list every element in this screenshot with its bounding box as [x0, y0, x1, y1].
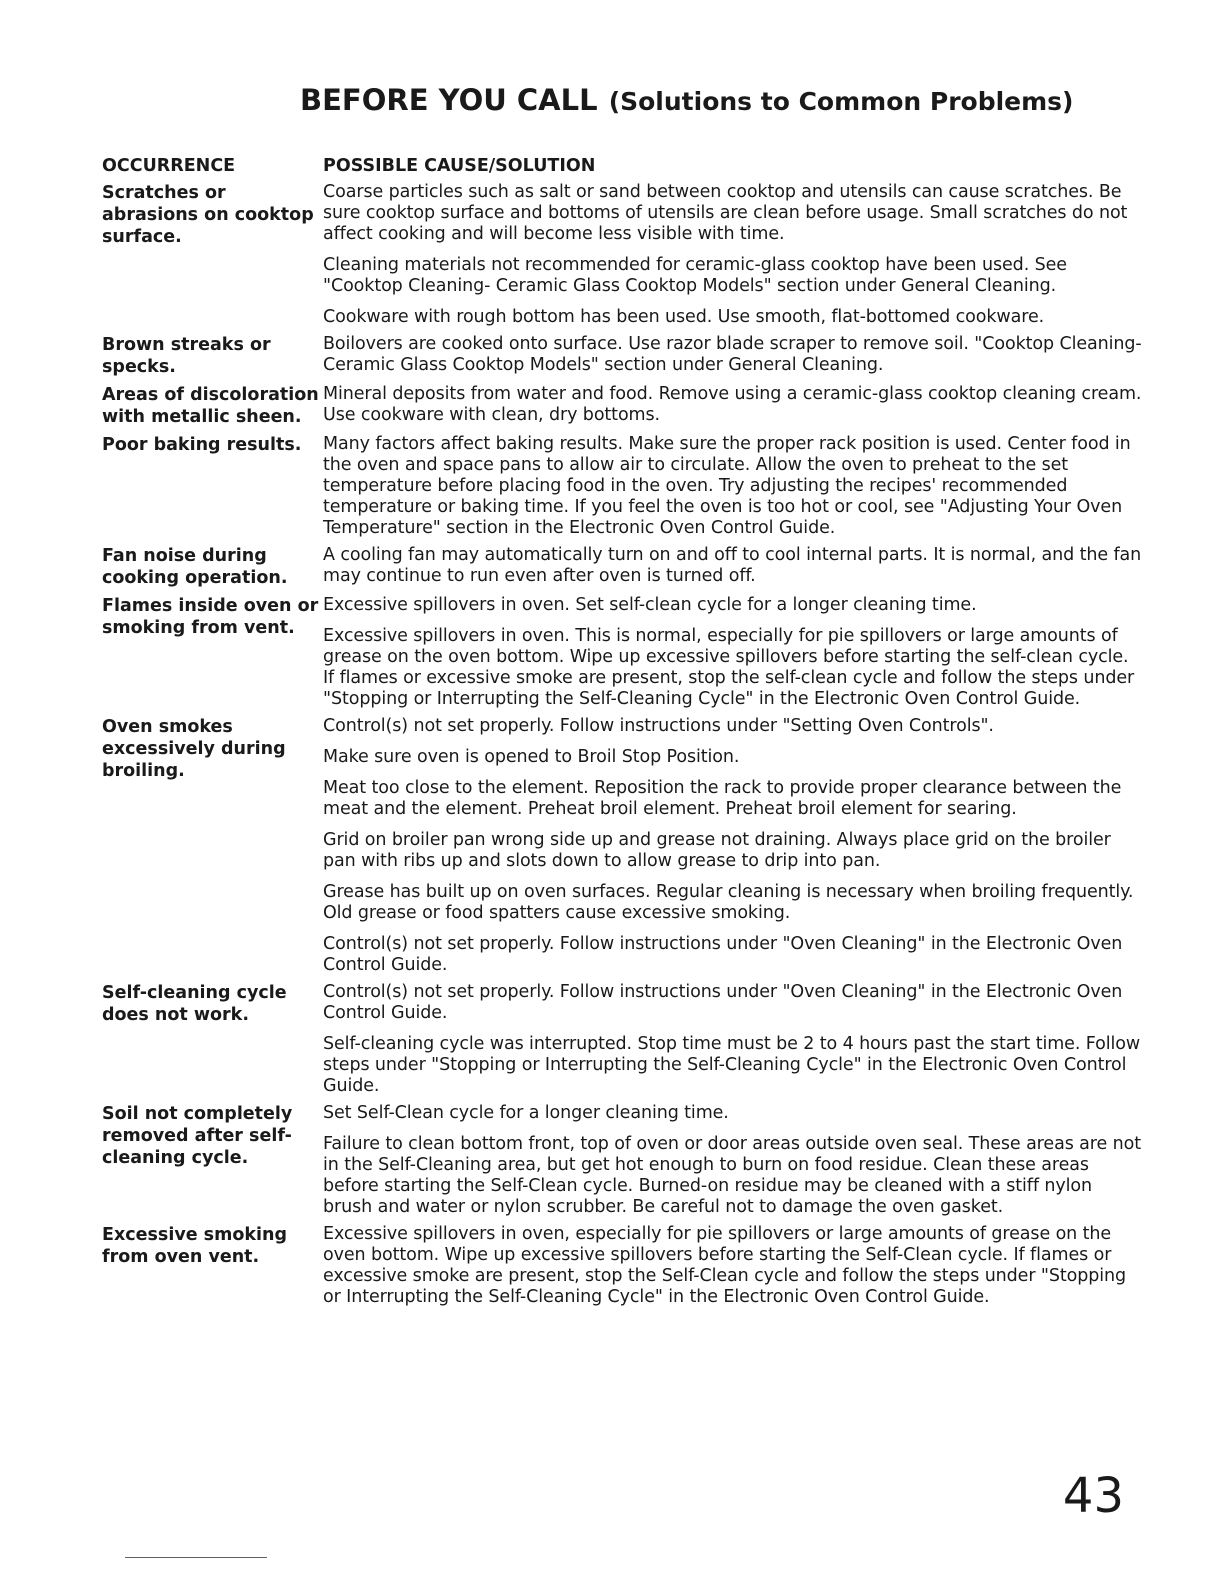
- table-row: [102, 595, 1142, 710]
- solutions-cell: [323, 716, 1142, 976]
- occurrence-header: OCCURRENCE: [102, 156, 236, 176]
- solution-text: Mineral deposits from water and food. Remove using a ceramic-glass cooktop cleaning cream. Use cookware with clean, dry bottoms.: [323, 384, 1142, 425]
- solution-text: Failure to clean bottom front, top of oven or door areas outside oven seal. These areas are not in the Self-Cleaning area, but get hot enough to burn on food residue. Clean these areas before starting the Self-Clean cycle. Burned-on residue may be cleaned with a stiff nylon brush and water or nylon scrubber. Be careful not to damage the oven gasket.: [323, 1134, 1141, 1217]
- table-row: [102, 545, 1142, 589]
- solutions-cell: [323, 434, 1142, 539]
- solution-text: Grid on broiler pan wrong side up and grease not draining. Always place grid on the broiler pan with ribs up and slots down to allow grease to drip into pan.: [323, 830, 1111, 871]
- occurrence-cell: Areas of discoloration with metallic sheen.: [102, 385, 319, 427]
- solutions-cell: [323, 1224, 1142, 1308]
- table-row: [102, 384, 1142, 428]
- solution-text: Coarse particles such as salt or sand between cooktop and utensils can cause scratches. Be sure cooktop surface and bottoms of utensils are clean before usage. Small scratches do not affect cooking and will become less visible with time.: [323, 182, 1128, 244]
- page-title-subtitle: (Solutions to Common Problems): [608, 87, 1074, 116]
- solution-text: Self-cleaning cycle was interrupted. Stop time must be 2 to 4 hours past the start time. Follow steps under "Stopping or Interrupting the Self-Cleaning Cycle" in the Electronic Oven Control Guide.: [323, 1034, 1141, 1096]
- table-row: [102, 1224, 1142, 1308]
- solution-text: Cleaning materials not recommended for ceramic-glass cooktop have been used. See "Cooktop Cleaning- Ceramic Glass Cooktop Models" section under General Cleaning.: [323, 255, 1067, 296]
- solution-text: Excessive spillovers in oven, especially for pie spillovers or large amounts of grease on the oven bottom. Wipe up excessive spillovers before starting the Self-Clean cycle. If flames or excessive smoke are present, stop the Self-Clean cycle and follow the steps under "Stopping or Interrupting the Self-Cleaning Cycle" in the Electronic Oven Control Guide.: [323, 1224, 1127, 1307]
- occurrence-cell: Soil not completely removed after self-cleaning cycle.: [102, 1104, 293, 1168]
- occurrence-cell: Fan noise during cooking operation.: [102, 546, 288, 588]
- solutions-cell: [323, 545, 1142, 589]
- solution-header: POSSIBLE CAUSE/SOLUTION: [323, 156, 596, 176]
- solutions-cell: [323, 334, 1142, 378]
- solution-text: Cookware with rough bottom has been used. Use smooth, flat-bottomed cookware.: [323, 307, 1045, 327]
- table-header: [102, 156, 1142, 176]
- solution-text: Control(s) not set properly. Follow instructions under "Oven Cleaning" in the Electronic Oven Control Guide.: [323, 982, 1123, 1023]
- occurrence-cell: Brown streaks or specks.: [102, 335, 271, 377]
- occurrence-cell: Excessive smoking from oven vent.: [102, 1225, 287, 1267]
- occurrence-cell: Flames inside oven or smoking from vent.: [102, 596, 319, 638]
- solution-text: A cooling fan may automatically turn on and off to cool internal parts. It is normal, and the fan may continue to run even after oven is turned off.: [323, 545, 1142, 586]
- solution-text: Set Self-Clean cycle for a longer cleaning time.: [323, 1103, 729, 1123]
- occurrence-cell: Oven smokes excessively during broiling.: [102, 717, 286, 781]
- solutions-cell: [323, 384, 1142, 428]
- occurrence-cell: Self-cleaning cycle does not work.: [102, 983, 287, 1025]
- solutions-cell: [323, 182, 1142, 328]
- table-row: [102, 716, 1142, 976]
- page-title: [300, 80, 1180, 118]
- table-row: [102, 434, 1142, 539]
- solution-text: Excessive spillovers in oven. This is normal, especially for pie spillovers or large amounts of grease on the oven bottom. Wipe up excessive spillovers before starting the self-clean cycle. If flames or excessive smoke are present, stop the self-clean cycle and follow the steps under "Stopping or Interrupting the Self-Cleaning Cycle" in the Electronic Oven Control Guide.: [323, 626, 1135, 709]
- solution-text: Excessive spillovers in oven. Set self-clean cycle for a longer cleaning time.: [323, 595, 977, 615]
- solution-text: Control(s) not set properly. Follow instructions under "Oven Cleaning" in the Electronic Oven Control Guide.: [323, 934, 1123, 975]
- solutions-cell: [323, 595, 1142, 710]
- solution-text: Many factors affect baking results. Make sure the proper rack position is used. Center food in the oven and space pans to allow air to circulate. Allow the oven to preheat to the set temperature before placing food in the oven. Try adjusting the recipes' recommended temperature or baking time. If you feel the oven is too hot or cool, see "Adjusting Your Oven Temperature" section in the Electronic Oven Control Guide.: [323, 434, 1131, 538]
- troubleshooting-table: [102, 156, 1142, 1314]
- solutions-cell: [323, 982, 1142, 1097]
- occurrence-cell: Poor baking results.: [102, 435, 302, 455]
- page-number: 43: [1062, 1468, 1124, 1524]
- solution-text: Control(s) not set properly. Follow instructions under "Setting Oven Controls".: [323, 716, 994, 736]
- solution-text: Make sure oven is opened to Broil Stop Position.: [323, 747, 740, 767]
- solutions-cell: [323, 1103, 1142, 1218]
- solution-text: Meat too close to the element. Reposition the rack to provide proper clearance between the meat and the element. Preheat broil element. Preheat broil element for searing.: [323, 778, 1122, 819]
- table-row: [102, 982, 1142, 1097]
- footer-rule: [125, 1557, 267, 1558]
- solution-text: Grease has built up on oven surfaces. Regular cleaning is necessary when broiling frequently. Old grease or food spatters cause excessive smoking.: [323, 882, 1134, 923]
- table-row: [102, 182, 1142, 328]
- table-row: [102, 1103, 1142, 1218]
- table-row: [102, 334, 1142, 378]
- page-title-main: BEFORE YOU CALL: [300, 83, 598, 117]
- solution-text: Boilovers are cooked onto surface. Use razor blade scraper to remove soil. "Cooktop Cleaning- Ceramic Glass Cooktop Models" section under General Cleaning.: [323, 334, 1142, 375]
- table-body: [102, 182, 1142, 1308]
- occurrence-cell: Scratches or abrasions on cooktop surface.: [102, 183, 314, 247]
